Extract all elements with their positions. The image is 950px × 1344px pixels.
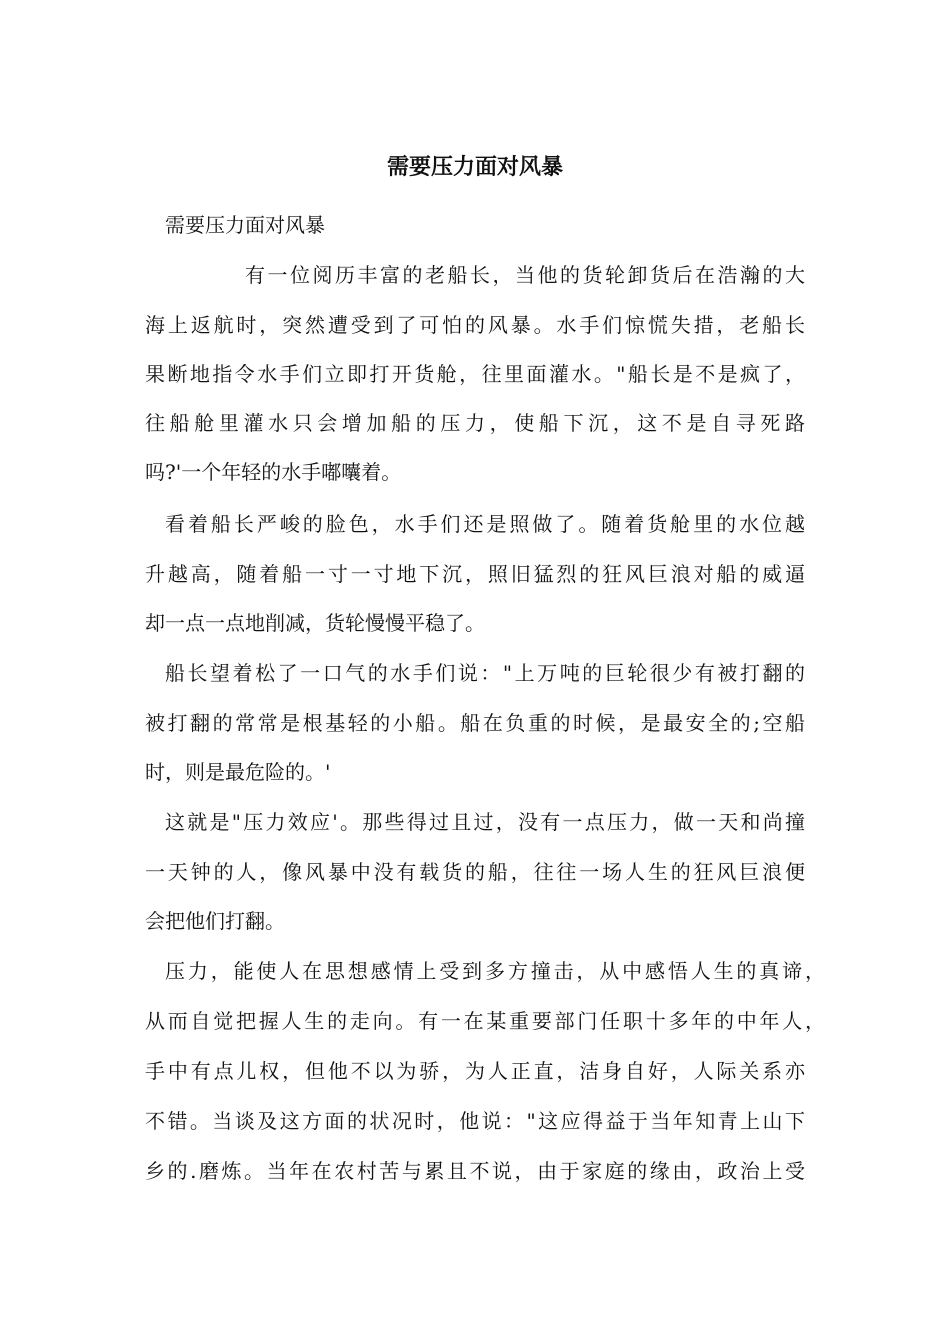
paragraph-line: 不错。当谈及这方面的状况时，他说："这应得益于当年知青上山下 [145, 1109, 805, 1133]
paragraph-line: 看着船长严峻的脸色，水手们还是照做了。随着货舱里的水位越 [165, 512, 805, 536]
paragraph-line: 一天钟的人，像风暴中没有载货的船，往往一场人生的狂风巨浪便 [145, 860, 805, 884]
paragraph-line: 被打翻的常常是根基轻的小船。船在负重的时候，是最安全的;空船 [145, 711, 805, 735]
paragraph-line: 却一点一点地削减，货轮慢慢平稳了。 [145, 611, 485, 635]
paragraph-line: 时，则是最危险的。' [145, 760, 331, 784]
paragraph-line: 果断地指令水手们立即打开货舱，往里面灌水。"船长是不是疯了， [145, 362, 805, 386]
paragraph-line: 升越高，随着船一寸一寸地下沉，照旧猛烈的狂风巨浪对船的威逼 [145, 562, 805, 586]
paragraph-line: 乡的.磨炼。当年在农村苦与累且不说，由于家庭的缘由，政治上受 [145, 1159, 805, 1183]
paragraph-line: 船长望着松了一口气的水手们说："上万吨的巨轮很少有被打翻的 [165, 661, 805, 685]
paragraph-line: 海上返航时，突然遭受到了可怕的风暴。水手们惊慌失措，老船长 [145, 313, 805, 337]
paragraph-line: 往船舱里灌水只会增加船的压力，使船下沉，这不是自寻死路 [145, 411, 805, 435]
document-subtitle: 需要压力面对风暴 [165, 213, 325, 237]
paragraph-line: 吗?'一个年轻的水手嘟囔着。 [145, 460, 402, 484]
paragraph-line: 从而自觉把握人生的走向。有一在某重要部门任职十多年的中年人， [145, 1009, 825, 1033]
paragraph-line: 有一位阅历丰富的老船长，当他的货轮卸货后在浩瀚的大 [245, 263, 805, 287]
paragraph-line: 会把他们打翻。 [145, 909, 285, 933]
document-title: 需要压力面对风暴 [386, 154, 563, 180]
paragraph-line: 压力，能使人在思想感情上受到多方撞击，从中感悟人生的真谛， [165, 959, 825, 983]
paragraph-line: 这就是"压力效应'。那些得过且过，没有一点压力，做一天和尚撞 [165, 810, 805, 834]
paragraph-line: 手中有点儿权，但他不以为骄，为人正直，洁身自好，人际关系亦 [145, 1059, 805, 1083]
